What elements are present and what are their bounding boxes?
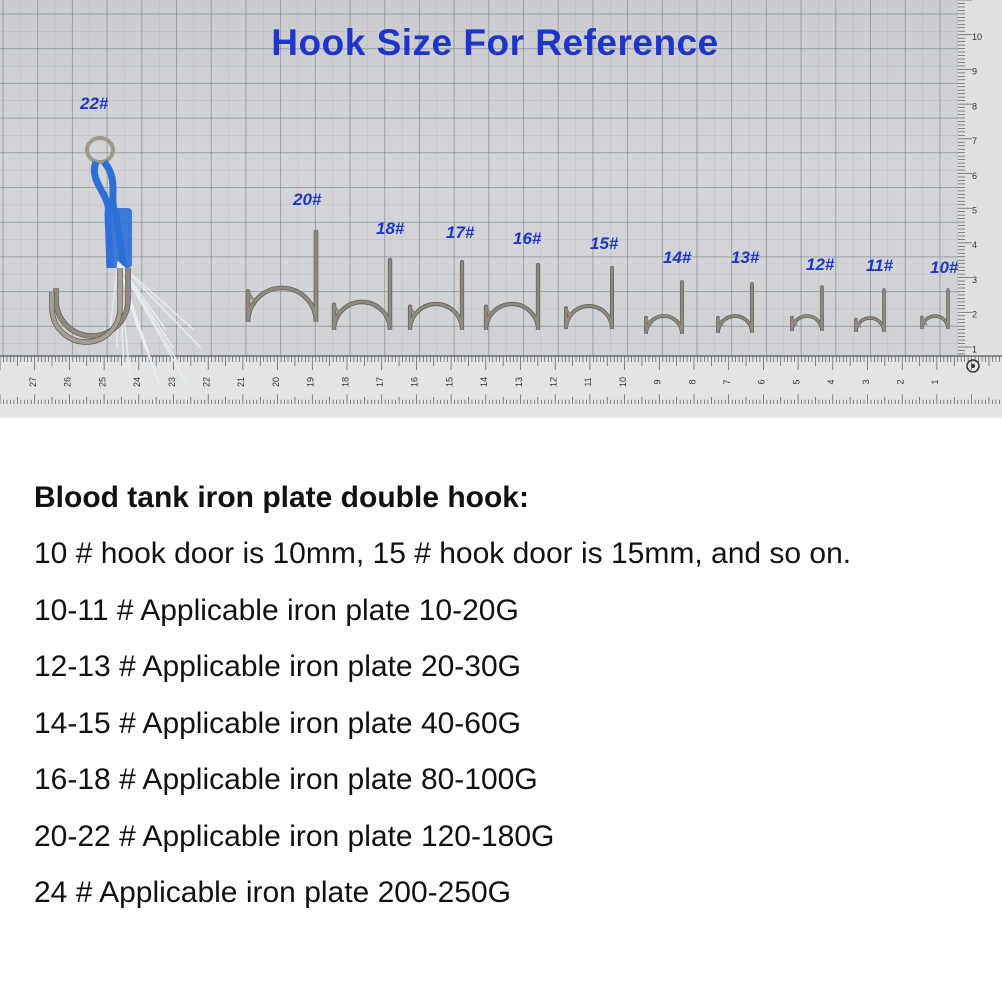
hook-18: [334, 260, 390, 330]
hook-17-shadow: [410, 262, 462, 330]
hook-label-20: 20#: [293, 190, 322, 209]
hook-22-ring: [87, 138, 113, 162]
bottom-ruler-number: 14: [479, 376, 490, 388]
hook-16-shadow: [486, 265, 538, 330]
hook-22-second: [52, 268, 120, 342]
description-heading: Blood tank iron plate double hook:: [34, 481, 529, 514]
bottom-ruler-number: 25: [97, 376, 108, 388]
hook-15: [566, 268, 612, 329]
bottom-ruler-number: 23: [166, 376, 177, 388]
bottom-ruler-number: 13: [513, 376, 524, 388]
bottom-ruler-number: 16: [409, 376, 420, 388]
hook-label-18: 18#: [376, 219, 405, 238]
hook-label-13: 13#: [731, 248, 760, 267]
description-line: 24 # Applicable iron plate 200-250G: [34, 876, 512, 909]
bottom-ruler-number: 22: [201, 376, 212, 388]
hook-size-photo: [0, 0, 1002, 418]
bottom-ruler-number: 5: [791, 379, 802, 385]
hook-label-10: 10#: [930, 258, 959, 277]
side-ruler-number: 8: [972, 101, 978, 112]
hook-20: [248, 232, 316, 322]
hook-20-shadow: [248, 232, 316, 322]
description-line: 10 # hook door is 10mm, 15 # hook door is 15mm, and so on.: [34, 537, 852, 570]
hook-13-shadow: [718, 284, 752, 333]
bottom-ruler-number: 10: [617, 376, 628, 388]
hook-label-17: 17#: [446, 223, 475, 242]
description-line: 10-11 # Applicable iron plate 10-20G: [34, 593, 519, 627]
hook-22-tube: [106, 208, 132, 268]
bottom-ruler-number: 21: [236, 376, 247, 388]
side-ruler-number: 9: [972, 66, 978, 77]
hook-13: [718, 284, 752, 333]
bottom-ruler-number: 18: [340, 376, 351, 388]
bottom-ruler-number: 17: [375, 376, 385, 388]
hook-14: [646, 282, 682, 334]
side-ruler-number: 5: [972, 205, 978, 216]
bottom-ruler-number: 19: [305, 376, 316, 388]
bottom-ruler-number: 9: [652, 379, 663, 385]
hook-label-16: 16#: [513, 229, 542, 248]
hook-18-shadow: [334, 260, 390, 330]
description-line: 20-22 # Applicable iron plate 120-180G: [34, 819, 555, 853]
description-line: 14-15 # Applicable iron plate 40-60G: [34, 706, 522, 740]
bottom-ruler-number: 20: [270, 376, 281, 388]
bottom-ruler-number: 12: [548, 376, 559, 388]
bottom-ruler-number: 11: [583, 377, 594, 387]
bottom-ruler-number: 7: [722, 379, 732, 385]
bottom-ruler-number: 27: [28, 376, 38, 388]
hook-label-15: 15#: [590, 234, 619, 253]
bottom-ruler-number: 26: [62, 376, 73, 388]
photo-title: Hook Size For Reference: [271, 22, 719, 63]
hook-17: [410, 262, 462, 330]
hook-label-12: 12#: [806, 255, 835, 274]
description-block: [34, 470, 994, 922]
description-line: 16-18 # Applicable iron plate 80-100G: [34, 763, 538, 796]
side-ruler-number: 7: [972, 136, 978, 147]
bottom-ruler-number: 8: [687, 379, 698, 385]
hook-16: [486, 265, 538, 330]
side-ruler-number: 1: [972, 344, 978, 355]
bottom-ruler-number: 4: [826, 379, 837, 385]
side-ruler-number: 6: [972, 170, 978, 181]
side-ruler-number: 10: [972, 32, 983, 42]
bottom-ruler-number: 3: [860, 379, 871, 385]
side-ruler-number: 2: [972, 309, 978, 320]
hook-15-shadow: [566, 268, 612, 329]
side-ruler-number: 4: [972, 240, 978, 251]
bottom-ruler-number: 2: [895, 379, 906, 385]
hook-14-shadow: [646, 282, 682, 334]
bottom-ruler-number: 15: [444, 376, 455, 388]
hook-label-22: 22#: [80, 94, 109, 113]
hooks-illustration: [0, 0, 1002, 418]
hook-label-11: 11#: [866, 256, 894, 275]
bottom-ruler-number: 1: [930, 379, 941, 385]
hook-label-14: 14#: [663, 248, 692, 267]
side-ruler-number: 3: [972, 274, 978, 285]
description-line: 12-13 # Applicable iron plate 20-30G: [34, 650, 522, 683]
bottom-ruler-number: 6: [756, 379, 767, 385]
bottom-ruler-number: 24: [132, 376, 143, 388]
